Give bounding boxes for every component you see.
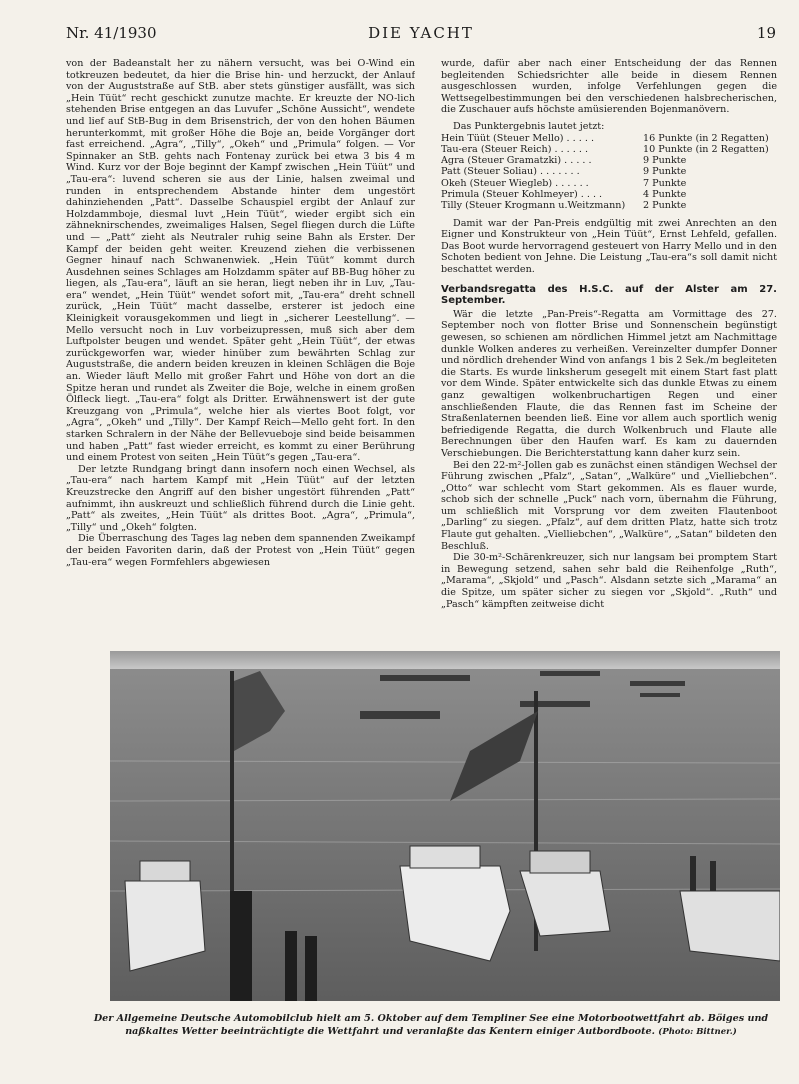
score-boat: Tau-era (Steuer Reich) . . . . . . <box>441 143 589 155</box>
score-table <box>441 121 777 212</box>
score-boat: Agra (Steuer Gramatzki) . . . . . <box>441 155 592 167</box>
photo-credit: (Photo: Bittner.) <box>658 1026 737 1037</box>
score-points: 16 Punkte (in 2 Regatten) <box>643 132 769 144</box>
score-points: 9 Punkte <box>643 166 687 178</box>
score-boat: Okeh (Steuer Wiegleb) . . . . . . <box>441 177 589 189</box>
article-paragraph: Wär die letzte „Pan-Preis“-Regatta am Vormittage des 27. September noch von flotter Brise und Sonnenschein begünstigt gewesen, so schienen am nördlichen Himmel jetzt am Nachmittage dunkle Wolken anderes zu verheißen. Vereinzelter dumpfer Donner und nördlich drehender Wind von anfangs 1 bis 2 Sek./m begleiteten die Starts. Es wurde linksherum gesegelt mit einem Start fast platt vor dem Winde. Später entwickelte sich das dunkle Etwas zu einem ganz gewaltigen wolkenbruchartigen Regen und einer anschließenden Flaute, die das Rennen fast im Scheine der Straßenlaternen beenden ließ. Eine vor allem auch sportlich wenig befriedigende Regatta, die durch Wolkenbruch und Flaute alle Berechnungen über den Haufen warf. Es kam zu dauernden Verschiebungen. Die Berichterstattung kann daher kurz sein. <box>441 308 777 459</box>
score-points: 2 Punkte <box>643 200 687 212</box>
score-points: 7 Punkte <box>643 177 687 189</box>
score-row <box>441 155 777 166</box>
article-paragraph: Damit war der Pan-Preis endgültig mit zwei Anrechten an den Eigner und Konstrukteur von „Hein Tüüt“, Ernst Lehfeld, gefallen. Das Boot wurde hervorragend gesteuert von Harry Mello und in den Schoten bedient von Jehne. Die Leistung „Tau-era“s soll damit nicht beschattet werden. <box>441 217 777 276</box>
score-boat: Hein Tüüt (Steuer Mello) . . . . . <box>441 132 594 144</box>
score-points: 4 Punkte <box>643 189 687 201</box>
score-points: 10 Punkte (in 2 Regatten) <box>643 143 769 155</box>
page-number: 19 <box>756 24 776 42</box>
article-paragraph: Der letzte Rundgang bringt dann insofern noch einen Wechsel, als „Tau-era“ nach hartem Kampf mit „Hein Tüüt“ auf der letzten Kreuzstrecke den Angriff auf den bisher ungestört führenden „Patt“ aufnimmt, ihn auskreuzt und schließlich führend durch die Linie geht. „Patt“ als zweites, „Hein Tüüt“ als drittes Boot. „Agra“, „Primula“, „Tilly“ und „Okeh“ folgten. <box>66 463 415 533</box>
score-boat: Patt (Steuer Soliau) . . . . . . . <box>441 166 580 178</box>
score-row <box>441 178 777 189</box>
right-column <box>441 58 777 644</box>
article-paragraph: Bei den 22-m²-Jollen gab es zunächst einen ständigen Wechsel der Führung zwischen „Pfalz“, „Satan“, „Walküre“ und „Vielliebchen“. „Otto“ war schlecht vom Start gekommen. Als es flauer wurde, schob sich der schnelle „Puck“ nach vorn, übernahm die Führung, um schließlich mit Vorsprung vor dem zweiten Flautenboot „Darling“ zu siegen. „Pfalz“, auf dem dritten Platz, hatte sich trotz Flaute gut gehalten. „Vielliebchen“, „Walküre“, „Satan“ bildeten den Beschluß. <box>441 459 777 552</box>
article-paragraph: Die 30-m²-Schärenkreuzer, sich nur langsam bei promptem Start in Bewegung setzend, sahen sehr bald die Reihenfolge „Ruth“, „Marama“, „Skjold“ und „Pasch“. Alsdann setzte sich „Marama“ an die Spitze, um später sicher zu siegen vor „Skjold“. „Ruth“ und „Pasch“ kämpften zeitweise dicht <box>441 552 777 610</box>
magazine-title: DIE YACHT <box>368 24 474 42</box>
score-row <box>441 144 777 155</box>
score-points: 9 Punkte <box>643 155 687 167</box>
score-intro: Das Punktergebnis lautet jetzt: <box>453 120 605 132</box>
score-row <box>441 189 777 200</box>
left-column <box>66 58 415 644</box>
regatta-photo <box>110 651 780 1001</box>
section-heading: Verbandsregatta des H.S.C. auf der Alster am 27. September. <box>441 283 777 307</box>
article-paragraph: wurde, dafür aber nach einer Entscheidung der das Rennen begleitenden Schiedsrichter alle beide in diesem Rennen ausgeschlossen wurden, infolge Verfehlungen gegen die Wettsegelbestimmungen bei den verschiedenen halsbrecherischen, die Zuschauer aufs höchste amüsierenden Bojenmanövern. <box>441 58 777 116</box>
issue-number: Nr. 41/1930 <box>66 24 157 42</box>
article-paragraph: von der Badeanstalt her zu nähern versucht, was bei O-Wind ein totkreuzen bedeutet, da hier die Brise hin- und herzuckt, der Anlauf von der Auguststraße auf StB. aber stets günstiger ausfällt, was sich „Hein Tüüt“ recht geschickt zunutze machte. Er kreuzte der NO-lich stehenden Brise entgegen an das Luvufer „Schöne Aussicht“, wendete und lief auf StB-Bug in dem Brisenstrich, der von den hohen Bäumen herunterkommt, mit großer Höhe die Boje an, beide Vorgänger dort fast erreichend. „Agra“, „Tilly“, „Okeh“ und „Primula“ folgen. — Vor Spinnaker an StB. gehts nach Fontenay zurück bei etwa 3 bis 4 m Wind. Kurz vor der Boje beginnt der Kampf zwischen „Hein Tüüt“ und „Tau-era“: luvend scheren sie aus der Linie, halsen zweimal und runden in entsprechendem Abstande hinter dem ungestört dahinziehenden „Patt“. Dasselbe Schauspiel ergibt der Anlauf zur Holzdammboje, diesmal luvt „Hein Tüüt“, wieder ergibt sich ein zähneknirschendes, zweimaliges Halsen, Segel fliegen durch die Lüfte und — „Patt“ zieht als Neutraler ruhig seine Bahn als Erster. Der Kampf der beiden geht weiter. Kreuzend ziehen die verbissenen Gegner hinauf nach Schwanenwiek. „Hein Tüüt“ kommt durch Ausdehnen seines Schlages am Holzdamm später auf BB-Bug höher zu liegen, als „Tau-era“, läuft an sie heran, liegt neben ihr in Luv, „Tau-era“ wendet, „Hein Tüüt“ wendet sofort mit, „Tau-era“ dreht schnell zurück, „Hein Tüüt“ macht dasselbe, ersterer ist jedoch eine Kleinigkeit vorausgekommen und liegt in „sicherer Leestellung“. — Mello versucht noch in Luv vorbeizupressen, muß sich aber dem Luftpolster beugen und wendet. Später geht „Hein Tüüt“, der etwas zurückgeworfen war, wieder hinüber zum bewährten Schlag zur Auguststraße, die andern beiden kreuzen in kleinen Schlägen die Boje an. Wieder läuft Mello mit großer Fahrt und Höhe von dort an die Spitze heran und rundet als Zweiter die Boje, welche in einem großen Ölfleck liegt. „Tau-era“ folgt als Dritter. Erwähnenswert ist der gute Kreuzgang von „Primula“, welche hier als viertes Boot folgt, vor „Agra“, „Okeh“ und „Tilly“. Der Kampf Reich—Mello geht fort. In den starken Schralern in der Nähe der Bellevueboje sind beide beisammen und haben „Patt“ fast wieder erreicht, es kommt zu einer Berührung und einem Protest von seiten „Hein Tüüt“s gegen „Tau-era“. <box>66 58 415 464</box>
score-boat: Tilly (Steuer Krogmann u.Weitzmann) <box>441 200 626 212</box>
photo-caption <box>86 1013 776 1038</box>
score-row <box>441 133 777 144</box>
article-paragraph: Die Überraschung des Tages lag neben dem spannenden Zweikampf der beiden Favoriten darin, daß der Protest von „Hein Tüüt“ gegen „Tau-era“ wegen Formfehlers abgewiesen <box>66 533 415 568</box>
score-row <box>441 200 777 211</box>
caption-text: Der Allgemeine Deutsche Automobilclub hielt am 5. Oktober auf dem Templiner See eine Motorbootwettfahrt ab. Böiges und naßkaltes Wetter beeinträchtigte die Wettfahrt und veranlaßte das Kentern einiger Autbordboote. <box>93 1013 769 1037</box>
page-header <box>66 24 776 46</box>
score-boat: Primula (Steuer Kohlmeyer) . . . . <box>441 189 603 201</box>
score-row <box>441 166 777 177</box>
